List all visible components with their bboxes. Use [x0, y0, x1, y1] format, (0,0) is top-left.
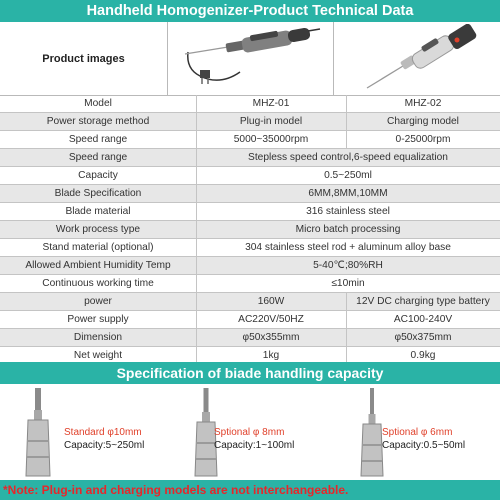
mhz01-value: φ50x355mm	[196, 329, 347, 346]
divider	[333, 22, 334, 95]
mhz01-value: Plug-in model	[196, 113, 347, 130]
shared-value: 0.5~250ml	[324, 170, 372, 181]
table-row	[0, 95, 500, 113]
page-title: Handheld Homogenizer-Product Technical Data	[0, 0, 500, 22]
mhz01-value: 160W	[196, 293, 347, 310]
product-images-row	[0, 22, 500, 96]
row-label: Blade material	[0, 203, 197, 220]
row-label: Speed range	[0, 149, 197, 166]
shared-value: 316 stainless steel	[306, 206, 390, 217]
shared-value: 6MM,8MM,10MM	[308, 188, 388, 199]
table-row	[0, 239, 500, 257]
blade-spec-title: Specification of biade handling capacity	[0, 362, 500, 384]
blade-6mm-info	[382, 426, 465, 452]
table-row	[0, 311, 500, 329]
table-row	[0, 203, 500, 221]
row-label: Net weight	[0, 347, 197, 364]
mhz02-value: AC100-240V	[393, 314, 453, 325]
mhz02-value: 0.9kg	[410, 350, 436, 361]
product-images-label: Product images	[42, 52, 125, 65]
blade-capacity: Capacity:1~100ml	[214, 440, 295, 451]
shared-value: ≤10min	[331, 278, 365, 289]
table-row	[0, 275, 500, 293]
mhz02-value: Charging model	[387, 116, 459, 127]
row-label: Dimension	[0, 329, 197, 346]
row-label: Allowed Ambient Humidity Temp	[0, 257, 197, 274]
row-label: Stand material (optional)	[0, 239, 197, 256]
table-row	[0, 329, 500, 347]
row-label: Blade Specification	[0, 185, 197, 202]
table-row	[0, 149, 500, 167]
mhz01-value: AC220V/50HZ	[196, 311, 347, 328]
row-label: power	[0, 293, 197, 310]
row-label: Capacity	[0, 167, 197, 184]
shared-value: 304 stainless steel rod + aluminum alloy base	[245, 242, 451, 253]
mhz01-value: MHZ-01	[196, 95, 347, 112]
charging-homogenizer-image	[345, 24, 490, 94]
blade-name: Standard φ10mm	[64, 427, 142, 438]
table-row	[0, 293, 500, 311]
blade-10mm-info	[64, 426, 144, 452]
blade-specs	[0, 384, 500, 480]
table-row	[0, 113, 500, 131]
table-row	[0, 221, 500, 239]
tech-data-table	[0, 95, 500, 365]
row-label: Model	[0, 95, 197, 112]
table-row	[0, 185, 500, 203]
mhz02-value: MHZ-02	[404, 98, 442, 109]
row-label: Power supply	[0, 311, 197, 328]
mhz01-value: 1kg	[196, 347, 347, 364]
row-label: Work process type	[0, 221, 197, 238]
blade-capacity: Capacity:5~250ml	[64, 440, 145, 451]
plug-in-homogenizer-image	[180, 24, 325, 94]
mhz02-value: φ50x375mm	[394, 332, 452, 343]
footer-note: *Note: Plug-in and charging models are not interchangeable.	[0, 480, 500, 500]
table-row	[0, 257, 500, 275]
blade-name: Sptional φ 8mm	[214, 427, 285, 438]
blade-capacity: Capacity:0.5~50ml	[382, 440, 466, 451]
mhz02-value: 0-25000rpm	[395, 134, 451, 145]
blade-10mm-image	[18, 388, 58, 478]
blade-name: Sptional φ 6mm	[382, 427, 453, 438]
divider	[167, 22, 168, 95]
shared-value: 5-40℃;80%RH	[313, 260, 383, 271]
row-label: Speed range	[0, 131, 197, 148]
row-label: Continuous working time	[0, 275, 197, 292]
shared-value: Micro batch processing	[295, 224, 401, 235]
shared-value: Stepless speed control,6-speed equalization	[248, 152, 448, 163]
table-row	[0, 131, 500, 149]
mhz01-value: 5000~35000rpm	[196, 131, 347, 148]
mhz02-value: 12V DC charging type battery	[356, 296, 490, 307]
row-label: Power storage method	[0, 113, 197, 130]
blade-8mm-info	[214, 426, 294, 452]
table-row	[0, 167, 500, 185]
